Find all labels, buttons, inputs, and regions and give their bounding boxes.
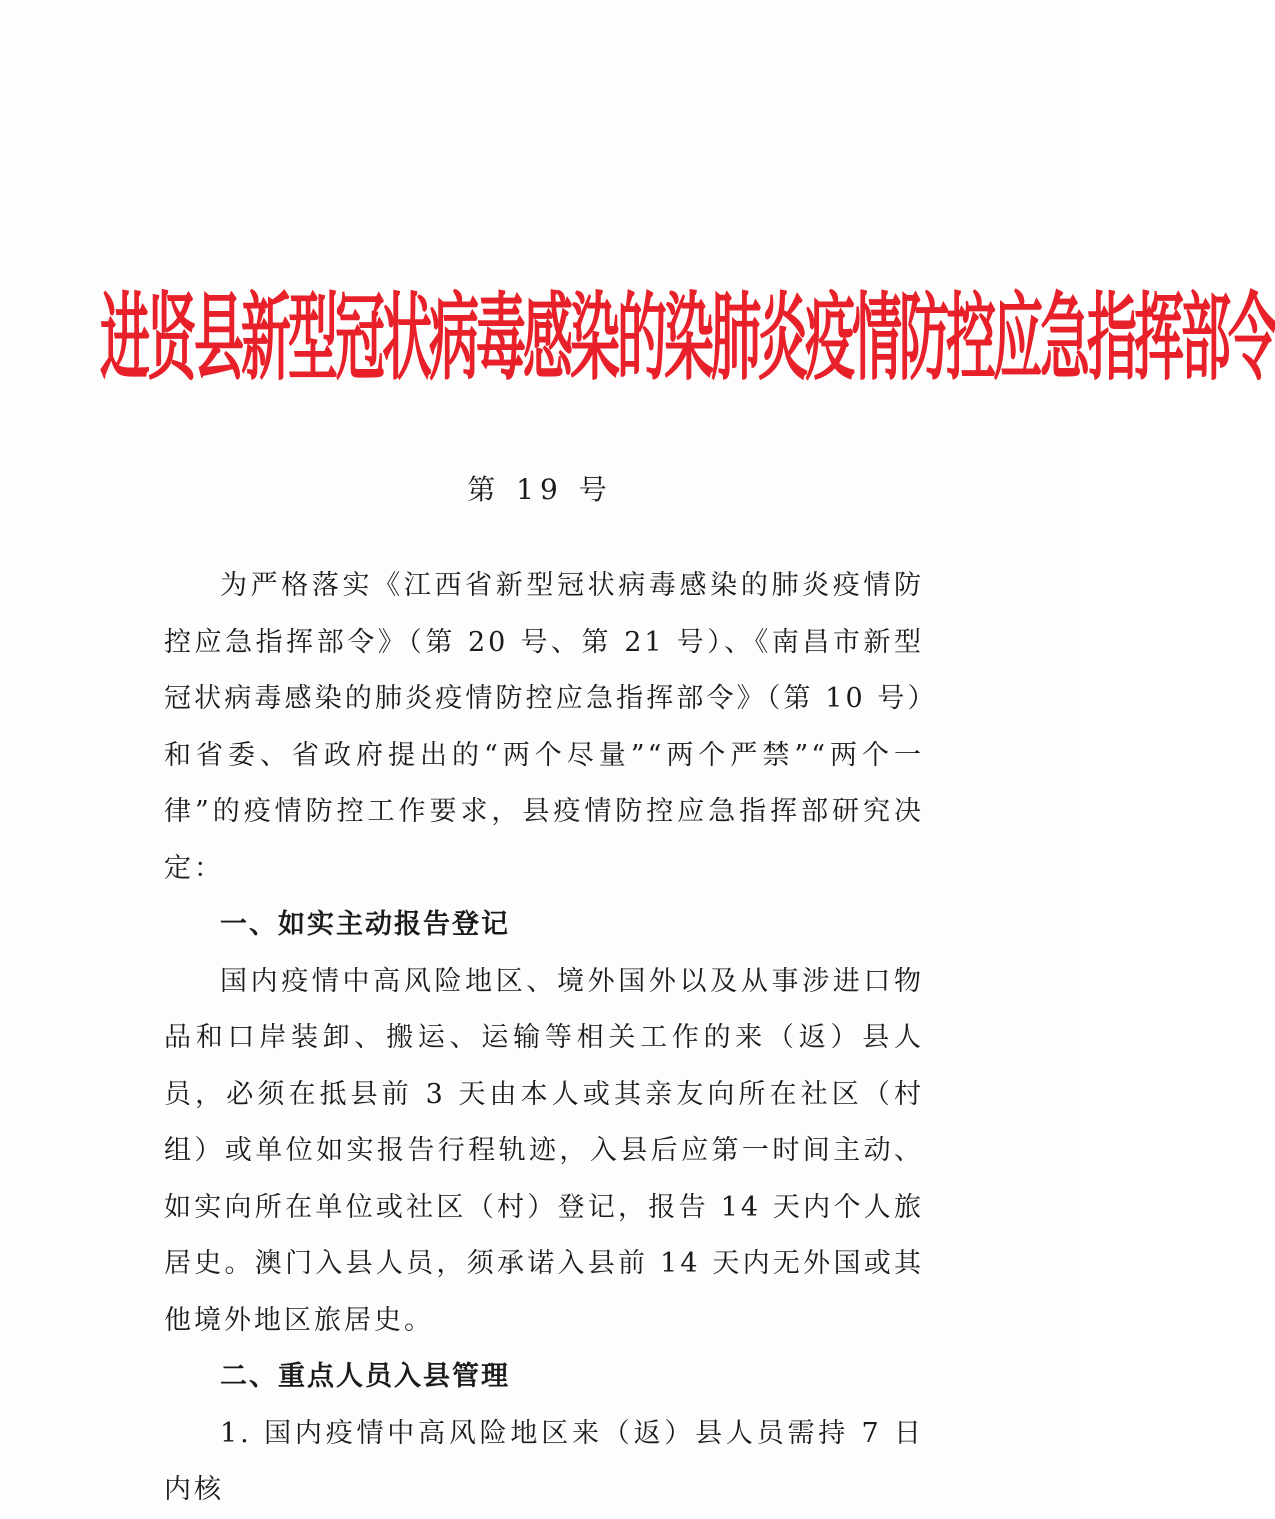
section-heading-1: 一、如实主动报告登记 [220,909,510,940]
document-number: 第 19 号 [467,473,613,506]
section-1-paragraph: 国内疫情中高风险地区、境外国外以及从事涉进口物品和口岸装卸、搬运、运输等相关工作的来（返）县人员，必须在抵县前 3 天由本人或其亲友向所在社区（村组）或单位如实报告行程轨迹，入县后应第一时间主动、如实向所在单位或社区（村）登记，报告 14 天内个人旅居史。澳门入县人员，须承诺入县前 14 天内无外国或其他境外地区旅居史。 [164,965,924,1336]
section-2-item-1: 1. 国内疫情中高风险地区来（返）县人员需持 7 日内核 [164,1417,924,1505]
document-title: 进贤县新型冠状病毒感染的染肺炎疫情防控应急指挥部令 [100,281,1275,394]
document-body [164,558,924,1519]
section-heading-2: 二、重点人员入县管理 [220,1361,510,1392]
intro-paragraph: 为严格落实《江西省新型冠状病毒感染的肺炎疫情防控应急指挥部令》（第 20 号、第 21 号）、《南昌市新型冠状病毒感染的肺炎疫情防控应急指挥部令》（第 10 号）和省委、省政府提出的“两个尽量”“两个严禁”“两个一律”的疫情防控工作要求，县疫情防控应急指挥部研究决定： [164,570,924,884]
